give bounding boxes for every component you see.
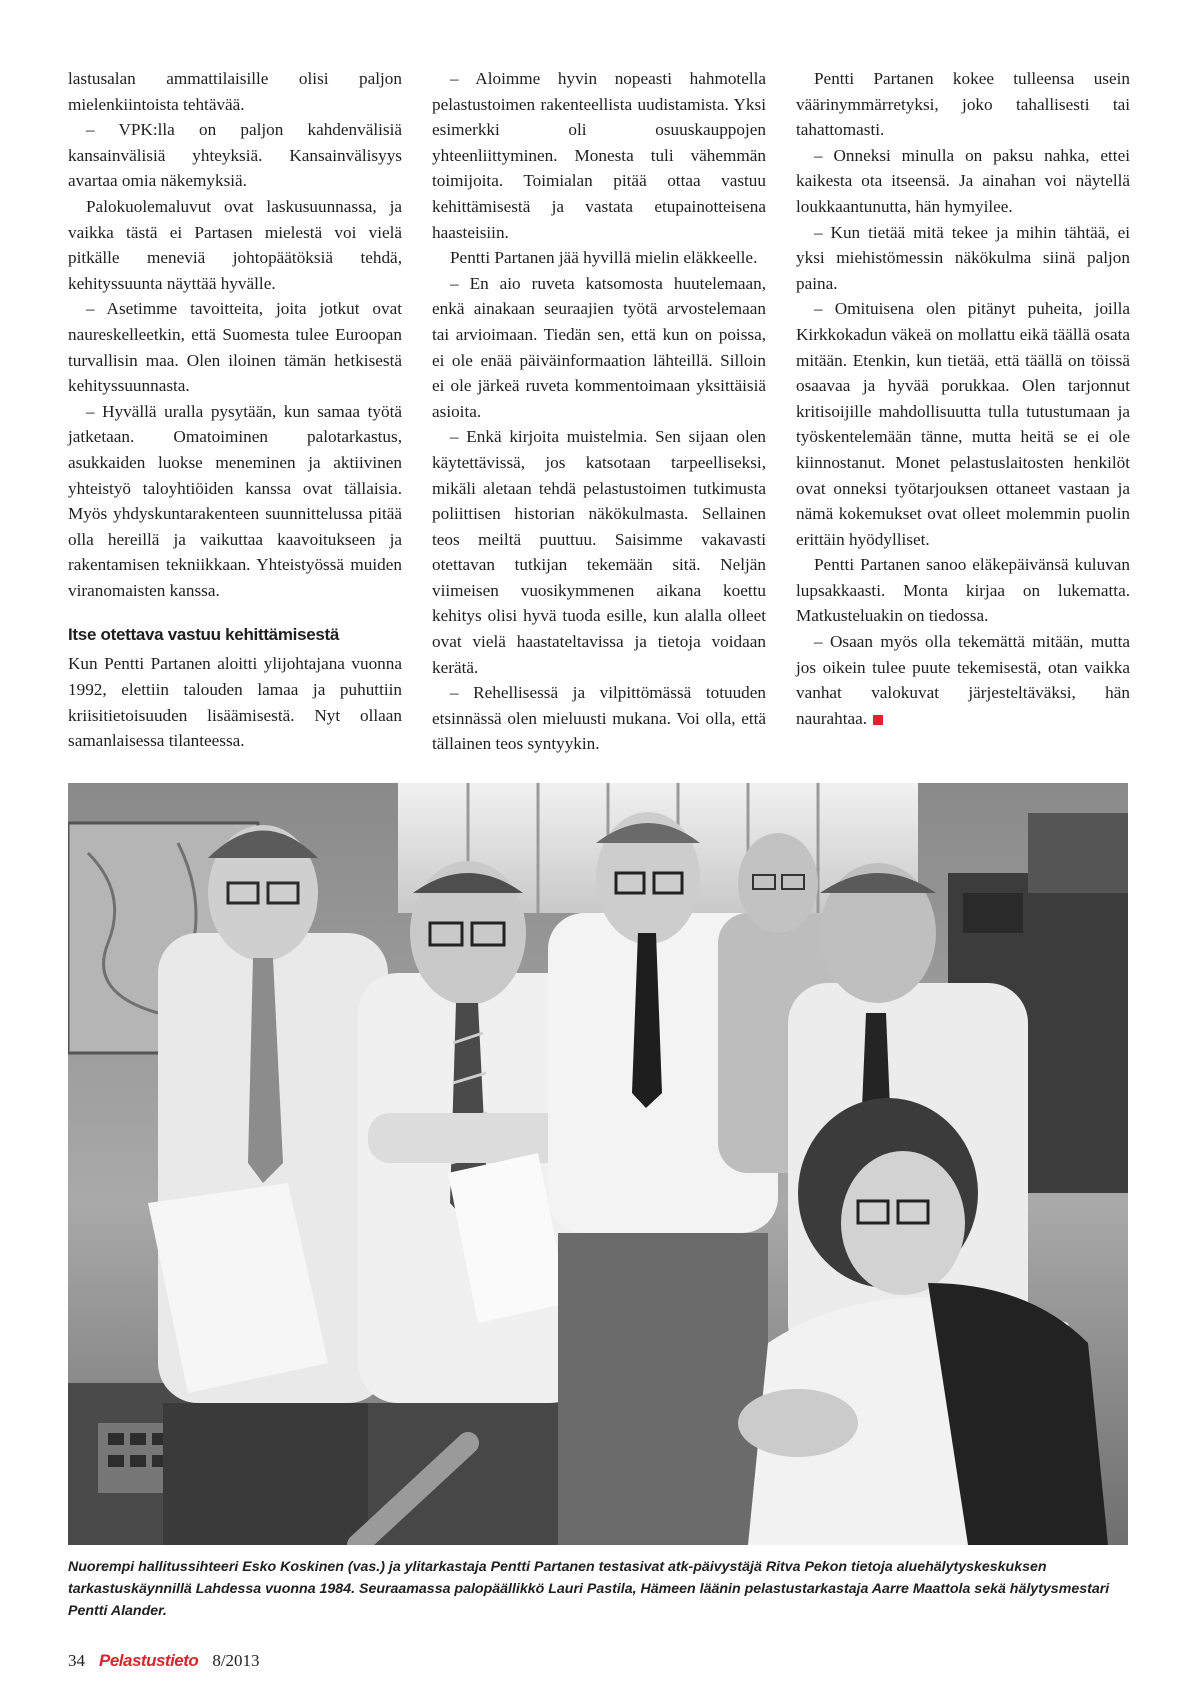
paragraph: Pentti Partanen kokee tulleensa usein väärinymmärretyksi, joko tahallisesti tai tahattomasti. (796, 69, 1130, 140)
paragraph: – Omituisena olen pitänyt puheita, joilla Kirkkokadun väkeä on mollattu eikä täällä osata mitään. Etenkin, kun tietää, että täällä on töissä osaavaa ja hyvää porukkaa. Olen tarjonnut kritisoijille mahdollisuutta tulla tutustumaan ja työskentelemään tänne, mutta heitä se ei ole kiinnostanut. Monet pelastuslaitosten henkilöt ovat onneksi työtarjouksen ottaneet vastaan ja nämä kokemukset ovat olleet molemmin puolin erittäin hyödylliset. (796, 299, 1130, 549)
paragraph: – Kun tietää mitä tekee ja mihin tähtää, ei yksi miehistömessin näkökulma siinä paljon paina. (796, 222, 1130, 293)
article-photo (68, 783, 1128, 1545)
paragraph: – Asetimme tavoitteita, joita jotkut ovat naureskelleetkin, että Suomesta tulee Euroopan turvallisin maa. Olen iloinen tämän hetkisestä kehityssuunnasta. (68, 299, 402, 396)
end-of-article-mark (873, 715, 883, 725)
issue-label: 8/2013 (212, 1651, 260, 1670)
page-footer (68, 1651, 260, 1675)
paragraph: – Onneksi minulla on paksu nahka, ettei kaikesta ota itseensä. Ja ainahan voi näytellä loukkaantunutta, hän hymyilee. (796, 145, 1130, 216)
article-column-1 (68, 66, 402, 754)
section-heading: Itse otettava vastuu kehittämisestä (68, 625, 340, 645)
paragraph: Pentti Partanen jää hyvillä mielin eläkkeelle. (450, 248, 758, 268)
paragraph: – Rehellisessä ja vilpittömässä totuuden etsinnässä olen mieluusti mukana. Voi olla, että tällainen teos syntyykin. (432, 683, 766, 754)
paragraph-final (796, 629, 1130, 731)
paragraph: – VPK:lla on paljon kahdenvälisiä kansainvälisiä yhteyksiä. Kansainvälisyys avartaa omia näkemyksiä. (68, 120, 402, 191)
magazine-logo: Pelastustieto (99, 1651, 199, 1670)
article-column-2 (432, 66, 766, 757)
page-number: 34 (68, 1651, 85, 1670)
paragraph-text: – Osaan myös olla tekemättä mitään, mutta jos oikein tulee puute tekemisestä, otan vaikka vanhat valokuvat järjesteltäväksi, hän naurahtaa. (796, 632, 1130, 728)
paragraph: – Aloimme hyvin nopeasti hahmotella pelastustoimen rakenteellista uudistamista. Yksi esimerkki oli osuuskauppojen yhteenliittyminen. Monesta tuli vähemmän toimijoita. Toimialan pitää ottaa vastuu kehittämisestä ja vastata etupainotteisena haasteisiin. (432, 69, 766, 242)
paragraph: Kun Pentti Partanen aloitti ylijohtajana vuonna 1992, elettiin talouden lamaa ja puhuttiin kriisitietoisuuden lisäämisestä. Nyt ollaan samanlaisessa tilanteessa. (68, 654, 402, 751)
paragraph: – En aio ruveta katsomosta huutelemaan, enkä ainakaan seuraajien työtä arvostelemaan tai arvioimaan. Tiedän sen, että kun on poissa, ei ole enää päiväinformaation lähteillä. Silloin ei ole järkeä ruveta kommentoimaan yksittäisiä asioita. (432, 273, 766, 421)
paragraph: – Hyvällä uralla pysytään, kun samaa työtä jatketaan. Omatoiminen palotarkastus, asukkaiden luokse meneminen ja aktiivinen yhteistyö taloyhtiöiden kanssa ovat tällaisia. Myös yhdyskuntarakenteen suunnittelussa pitää olla hereillä ja vaikuttaa kaavoitukseen ja rakentamisen tekniikkaan. Yhteistyössä muiden viranomaisten kanssa. (68, 401, 402, 600)
paragraph: Palokuolemaluvut ovat laskusuunnassa, ja vaikka tästä ei Partasen mielestä voi vielä pitkälle meneviä johtopäätöksiä tehdä, kehityssuunta näyttää hyvälle. (68, 196, 402, 293)
photo-caption: Nuorempi hallitussihteeri Esko Koskinen (vas.) ja ylitarkastaja Pentti Partanen testasivat atk-päivystäjä Ritva Pekon tietoja aluehälytyskeskuksen tarkastuskäynnillä Lahdessa vuonna 1984. Seuraamassa palopäällikkö Lauri Pastila, Hämeen läänin pelastustarkastaja Aarre Maattola sekä hälytysmestari Pentti Alander. (68, 1559, 1110, 1619)
article-column-3 (796, 66, 1130, 731)
photo-illustration (68, 783, 1128, 1545)
paragraph: – Enkä kirjoita muistelmia. Sen sijaan olen käytettävissä, jos katsotaan tarpeelliseksi, mikäli aletaan tehdä pelastustoimen tutkimusta poliittisen historian näkökulmasta. Sellainen teos meiltä puuttuu. Saisimme vakavasti otettavan tutkijan tekemään sitä. Neljän viimeisen vuosikymmenen aikana koettu kehitys olisi hyvä tuoda esille, kun alalla olleet ovat vielä haastateltavissa ja tietoja voidaan kerätä. (432, 427, 766, 677)
paragraph: lastusalan ammattilaisille olisi paljon mielenkiintoista tehtävää. (68, 69, 402, 114)
paragraph: Pentti Partanen sanoo eläkepäivänsä kuluvan lupsakkaasti. Monta kirjaa on lukematta. Matkusteluakin on tiedossa. (796, 555, 1130, 626)
